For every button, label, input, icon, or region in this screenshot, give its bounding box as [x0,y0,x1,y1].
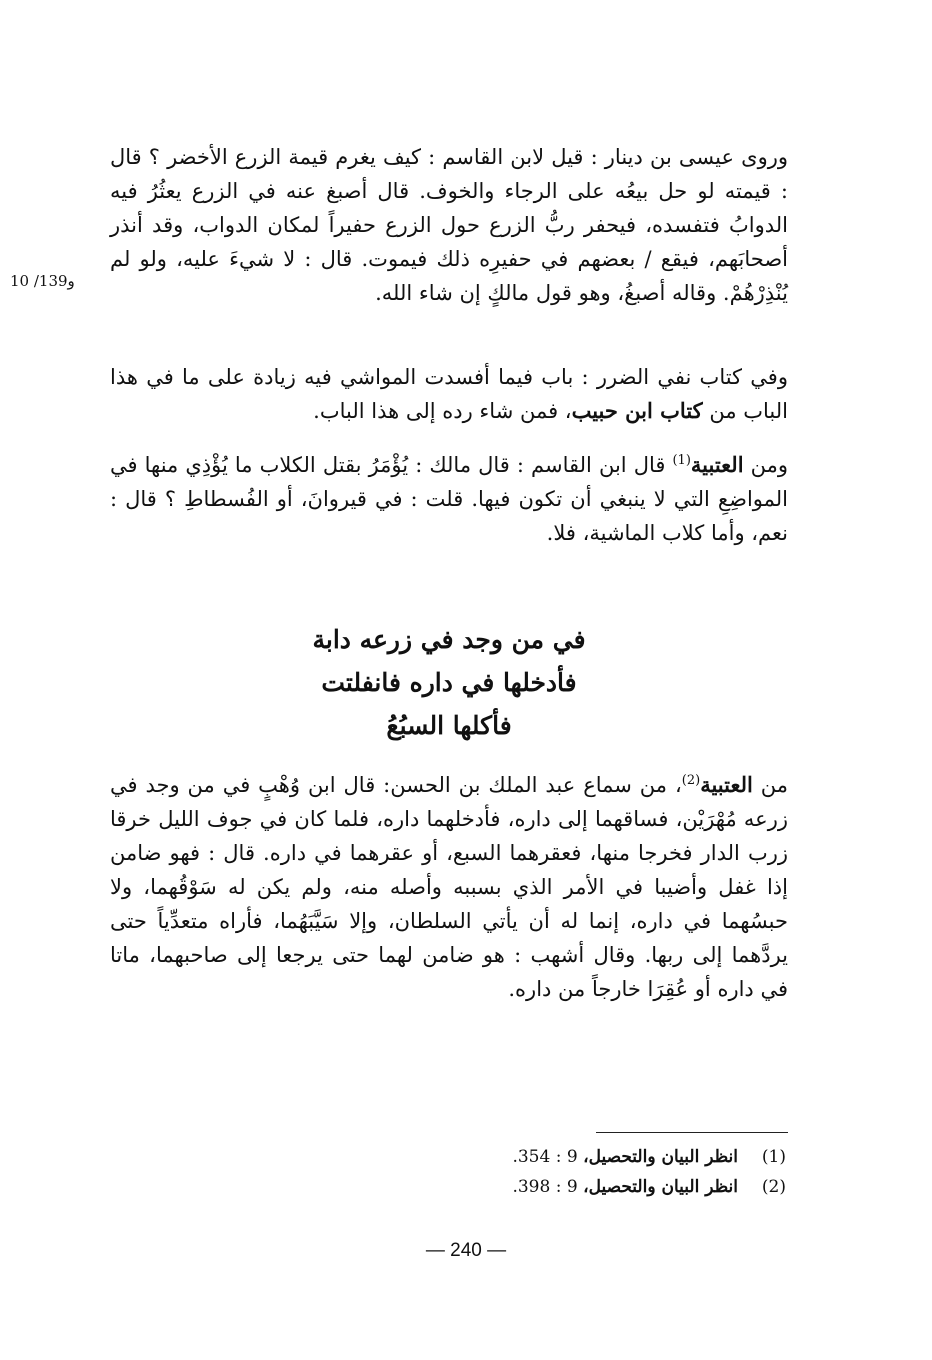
heading-line-2: فأدخلها في داره فانفلتت [321,668,577,697]
footnote-2-label: انظر البيان والتحصيل، [583,1177,738,1197]
margin-manuscript-reference: 10 /139و [10,272,75,290]
paragraph-2 [110,360,788,428]
footnote-1-number: (1) [761,1147,786,1167]
paragraph-4-text [110,768,788,1006]
paragraph-2-text [110,360,788,428]
footnote-2-number: (2) [761,1177,786,1197]
book-title-ibn-habib: كتاب ابن حبيب [571,398,703,423]
footnote-2-ref: 9 : 398. [512,1177,578,1197]
footnote-ref-2[interactable]: (2) [681,773,701,788]
source-name-utbiyya: العتبية [690,452,744,477]
footnote-ref-1[interactable]: (1) [672,453,691,468]
paragraph-3-prefix: ومن [743,453,788,477]
paragraph-3-text [110,448,788,550]
paragraph-1-text: وروى عيسى بن دينار : قيل لابن القاسم : كيف يغرم قيمة الزرع الأخضر ؟ قال : قيمته لو حل بيعُه على الرجاء والخوف. قال أصبغ عنه في الزرع يعثُرُ فيه الدوابُ فتفسده، فيحفر ربُّ الزرع حول الزرع حفيراً لمكان الدواب، وقد أنذر أصحابَهم، فيقع / بعضهم في حفيرِه ذلك فيموت. قال : لا شيءَ عليه، ولو لم يُنْذِرْهُمْ. وقاله أصبغُ، وهو قول مالكٍ إن شاء الله. [110,145,788,305]
heading-line-1: في من وجد في زرعه دابة [312,625,586,654]
footnote-1-ref: 9 : 354. [512,1147,578,1167]
paragraph-2-after: ، فمن شاء رده إلى هذا الباب. [313,399,572,423]
paragraph-4 [110,768,788,1006]
footnote-1-label: انظر البيان والتحصيل، [583,1147,738,1167]
paragraph-2-before: وفي كتاب نفي الضرر : باب فيما أفسدت المواشي فيه زيادة على ما في هذا الباب من [110,365,788,423]
paragraph-4-prefix: من [752,773,788,797]
page-number: — 240 — [425,1240,507,1261]
heading-line-3: فأكلها السبُعُ [386,711,512,740]
footnotes [430,1142,786,1202]
paragraph-4-rest: ، من سماع عبد الملك بن الحسن: قال ابن وُهْبٍ في من وجد في زرعه مُهْرَيْن، فساقهما إلى داره، فأدخلهما داره، فلما كان في جوف الليل خرقا زرب الدار فخرجا منها، فعقرهما السبع، أو عقرهما في داره. قال : فهو ضامن إذا غفل وأضيبا في الأمر الذي بسببه وأصله منه، ولم يكن له سَوْقُهما، ولا حبسُهما في داره، إنما له أن يأتي السلطان، وإلا سَيَّبَهُما، فأراه متعدِّياً حتى يردَّهما إلى ربها. وقال أشهب : هو ضامن لهما حتى يرجعا إلى صاحبهما، ماتا في داره أو عُقِرَا خارجاً من داره. [110,773,788,1001]
footnote-2 [430,1172,786,1202]
footnote-divider [596,1132,788,1133]
footnote-1 [430,1142,786,1172]
section-heading [110,618,788,747]
paragraph-3 [110,448,788,550]
paragraph-1 [110,140,788,310]
paragraph-3-rest: قال ابن القاسم : قال مالك : يُؤْمَرُ بقتل الكلاب ما يُؤْذِي منها في المواضِعِ التي لا ينبغي أن تكون فيها. قلت : في قيروانَ، أو الفُسطاطِ ؟ قال : نعم، وأما كلاب الماشية، فلا. [110,453,788,545]
source-name-utbiyya-2: العتبية [700,772,753,797]
